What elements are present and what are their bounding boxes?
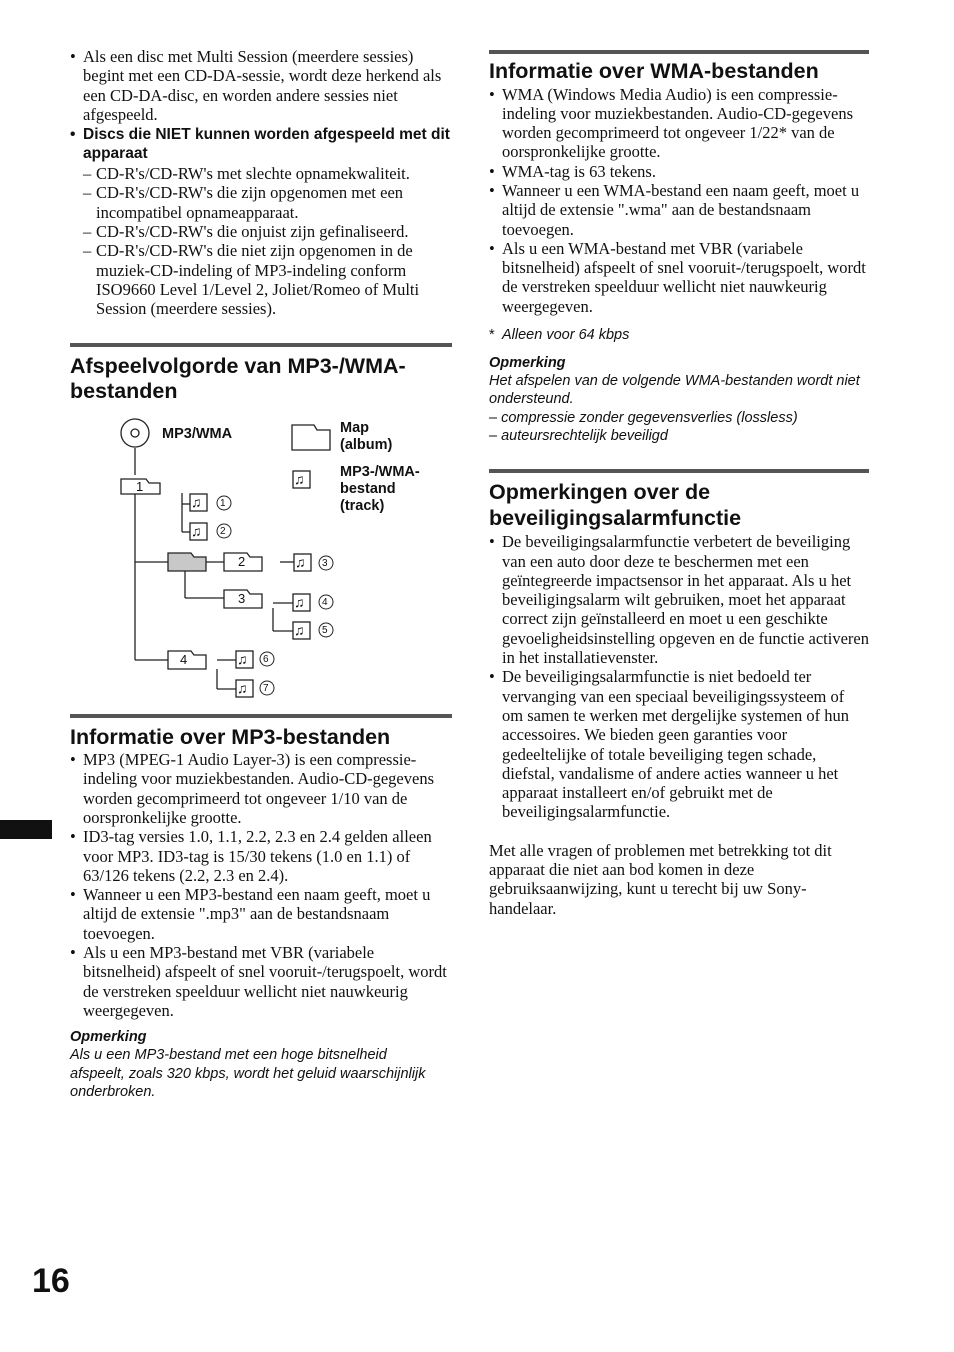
not-playable-item: – CD-R's/CD-RW's met slechte opnamekwaliteit. xyxy=(70,164,452,183)
not-playable-heading xyxy=(70,125,452,163)
mp3-item: • Als u een MP3-bestand met VBR (variabele bitsnelheid) afspeelt of snel vooruit-/terugspoelt, wordt de verstreken speelduur wellicht niet nauwkeurig weergegeven. xyxy=(70,943,452,1020)
section-divider xyxy=(489,469,869,473)
wma-note-title: Opmerking xyxy=(489,355,566,372)
track-number-digit: 2 xyxy=(220,525,226,537)
music-note-icon: ♫ xyxy=(294,593,305,610)
wma-heading: Informatie over WMA-bestanden xyxy=(489,59,819,83)
mp3-heading: Informatie over MP3-bestanden xyxy=(70,724,391,749)
section-divider xyxy=(70,343,452,347)
footnote-text: Alleen voor 64 kbps xyxy=(502,327,630,344)
folder-number: 3 xyxy=(238,590,246,606)
wma-item: • Als u een WMA-bestand met VBR (variabele bitsnelheid) afspeelt of snel vooruit-/terugspoelt, wordt de verstreken speelduur wellicht niet nauwkeurig weergegeven. xyxy=(489,239,869,316)
right-column xyxy=(489,50,869,918)
left-column xyxy=(70,47,452,1101)
track-number-digit: 5 xyxy=(322,624,328,636)
order-heading: Afspeelvolgorde van MP3-/WMA-bestanden xyxy=(70,353,406,404)
section-divider xyxy=(489,50,869,54)
legend-folder-label: Map (album) xyxy=(340,419,393,453)
mp3-item: • ID3-tag versies 1.0, 1.1, 2.2, 2.3 en 2.4 gelden alleen voor MP3. ID3-tag is 15/30 tekens (1.0 en 1.1) of 63/126 tekens (2.2, 2.3 en 2.4). xyxy=(70,827,452,885)
alarm-item: • De beveiligingsalarmfunctie verbetert de beveiliging van een auto door deze te beschermen met een geïntegreerde impactsensor in het apparaat. Als u het beveiligingsalarm wilt gebruiken, moet het apparaat correct zijn geïnstalleerd en moet u een geschikte gevoeligheidsinstelling opgeven en de functie activeren in het installatievenster. xyxy=(489,532,869,667)
page-number: 16 xyxy=(32,1262,70,1300)
contact-text: Met alle vragen of problemen met betrekking tot dit apparaat die niet aan bod komen in deze gebruiksaanwijzing, kunt u terecht bij uw Sony-handelaar. xyxy=(489,840,832,918)
wma-note-line: – auteursrechtelijk beveiligd xyxy=(489,427,668,444)
music-note-icon: ♫ xyxy=(294,621,305,638)
track-number-digit: 7 xyxy=(263,682,269,694)
music-note-icon: ♫ xyxy=(191,493,202,510)
music-note-icon: ♫ xyxy=(191,522,202,539)
track-boxes xyxy=(190,471,311,697)
footnote xyxy=(489,326,869,344)
music-note-icon: ♫ xyxy=(237,679,248,696)
alarm-item: • De beveiligingsalarmfunctie is niet bedoeld ter vervanging van een speciaal beveiligingssysteem of om samen te werken met dergelijke systemen of hun accessoires. We bieden geen garanties voor gedeeltelijke of totale beveiliging tegen schade, diefstal, vandalisme of andere acties wanneer u het apparaat installeert en/of gebruikt met de beveiligingsalarmfunctie. xyxy=(489,667,869,821)
folder-number: 4 xyxy=(180,651,188,667)
not-playable-item: – CD-R's/CD-RW's die onjuist zijn gefinaliseerd. xyxy=(70,222,452,241)
mp3-item: • Wanneer u een MP3-bestand een naam geeft, moet u altijd de extensie ".mp3" aan de bestandsnaam toevoegen. xyxy=(70,885,452,943)
folder-number: 2 xyxy=(238,553,246,569)
track-number-digit: 6 xyxy=(263,653,269,665)
track-number-digit: 3 xyxy=(322,557,328,569)
track-number-digit: 4 xyxy=(322,596,328,608)
legend-folder-icon xyxy=(292,425,330,450)
side-index-tab xyxy=(0,820,52,839)
not-playable-item: – CD-R's/CD-RW's die niet zijn opgenomen in de muziek-CD-indeling of MP3-indeling conform ISO9660 Level 1/Level 2, Joliet/Romeo of Multi Session (meerdere sessies). xyxy=(70,241,452,318)
playback-order-diagram xyxy=(70,408,452,703)
mp3-item: • MP3 (MPEG-1 Audio Layer-3) is een compressie-indeling voor muziekbestanden. Audio-CD-gegevens worden gecomprimeerd tot ongeveer 1/10 van de oorspronkelijke grootte. xyxy=(70,750,452,827)
wma-item: • Wanneer u een WMA-bestand een naam geeft, moet u altijd de extensie ".wma" aan de bestandsnaam toevoegen. xyxy=(489,181,869,239)
alarm-heading: Opmerkingen over de beveiligingsalarmfunctie xyxy=(489,480,742,530)
intro-item: • Als een disc met Multi Session (meerdere sessies) begint met een CD-DA-sessie, wordt deze herkend als een CD-DA-disc, en worden andere sessies niet afgespeeld. xyxy=(70,47,452,124)
mp3-note-text: Als u een MP3-bestand met een hoge bitsnelheid afspeelt, zoals 320 kbps, wordt het geluid waarschijnlijk onderbroken. xyxy=(70,1047,426,1100)
wma-item: • WMA-tag is 63 tekens. xyxy=(489,162,869,181)
mp3-list xyxy=(70,750,452,1020)
legend-file-label: MP3-/WMA-bestand (track) xyxy=(340,463,420,514)
intro-list xyxy=(70,47,452,163)
wma-note-line: Het afspelen van de volgende WMA-bestanden wordt niet ondersteund. xyxy=(489,373,860,408)
music-note-icon: ♫ xyxy=(237,650,248,667)
wma-note-line: – compressie zonder gegevensverlies (lossless) xyxy=(489,409,798,426)
wma-list xyxy=(489,85,869,317)
mp3-note-title: Opmerking xyxy=(70,1029,147,1046)
footnote-mark: * xyxy=(489,327,495,344)
track-number-digit: 1 xyxy=(220,497,226,509)
wma-item: • WMA (Windows Media Audio) is een compressie-indeling voor muziekbestanden. Audio-CD-gegevens worden gecomprimeerd tot ongeveer 1/22* van de oorspronkelijke grootte. xyxy=(489,85,869,162)
alarm-list xyxy=(489,532,869,821)
folder-icon-highlight xyxy=(168,553,206,571)
not-playable-list xyxy=(70,164,452,318)
not-playable-item: – CD-R's/CD-RW's die zijn opgenomen met een incompatibel opnameapparaat. xyxy=(70,183,452,222)
not-playable-heading-text: Discs die NIET kunnen worden afgespeeld met dit apparaat xyxy=(83,126,450,163)
section-divider xyxy=(70,714,452,718)
root-label: MP3/WMA xyxy=(162,425,233,442)
disc-icon xyxy=(121,419,149,447)
music-note-icon: ♫ xyxy=(295,553,306,570)
legend-music-note-icon: ♫ xyxy=(294,470,305,487)
folder-number: 1 xyxy=(136,478,144,494)
